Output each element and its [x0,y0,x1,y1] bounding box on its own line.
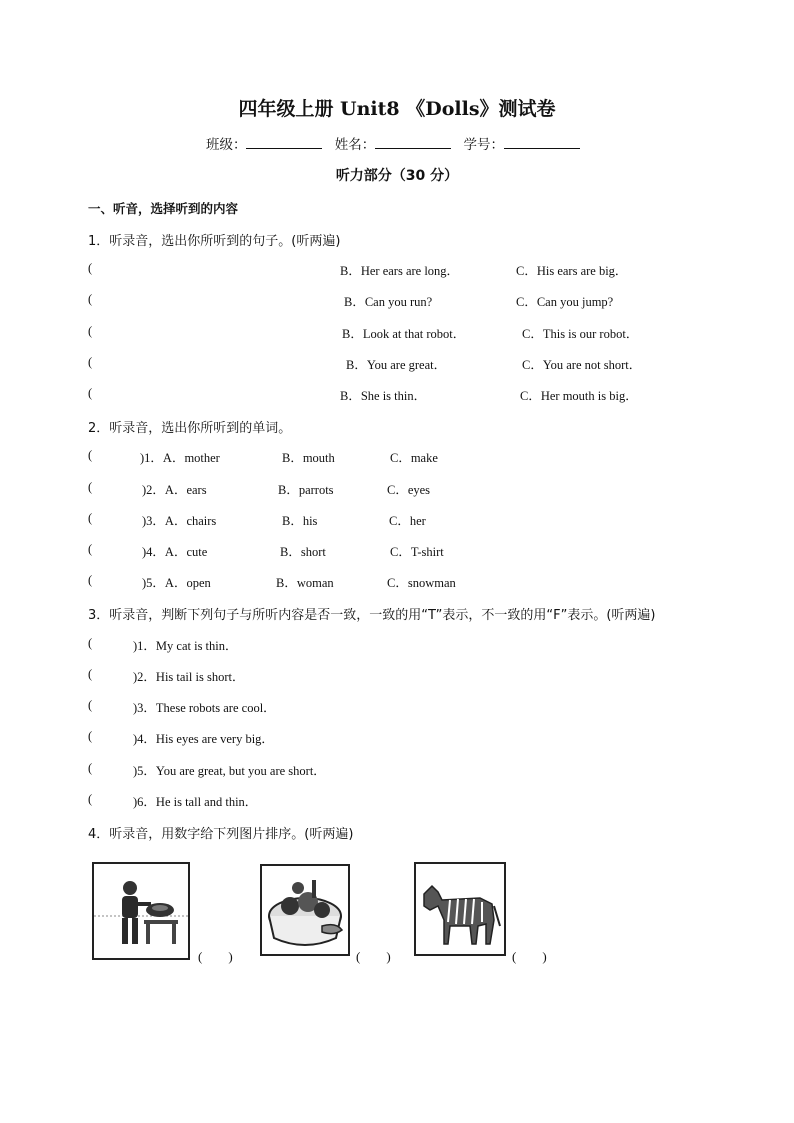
q2-row-5-option-b: B．woman [276,576,334,590]
name-blank [375,136,451,149]
q1-row-5-open-paren: ( [88,386,93,400]
q2-row-2-option-b: B．parrots [278,483,334,497]
class-blank [246,136,322,149]
student-info-line [0,133,794,153]
section-heading: 一、听音，选择听到的内容 [88,201,239,216]
q1-row-4-option-b: B．You are great． [346,358,447,372]
q2-row-2-option-c: C．eyes [387,483,431,497]
q1-row-5-option-b: B．She is thin． [340,389,427,403]
q1-row-5-option-c: C．Her mouth is big． [520,389,638,403]
q2-row-4-option-a: )4．A．cute [142,545,208,559]
q1-row-2-option-c: C．Can you jump? [516,295,614,309]
name-label: 姓名： [334,137,376,153]
q2-row-2-option-a: )2．A．ears [142,483,207,497]
q3-row-6-open-paren: ( [88,792,93,806]
q3-row-2-text: )2．His tail is short． [133,670,245,684]
zebra-picture-icon [414,862,506,956]
q3-row-4-open-paren: ( [88,729,93,743]
q2-row-3-open-paren: ( [88,511,93,525]
class-label: 班级： [205,137,247,153]
q1-row-1-open-paren: ( [88,261,93,275]
q1-row-4-option-c: C．You are not short． [522,358,642,372]
toy-basket-picture-icon [260,864,350,956]
q2-row-4-option-b: B．short [280,545,326,559]
q3-row-4-text: )4．His eyes are very big． [133,732,274,746]
q2-row-4-option-c: C．T-shirt [390,545,444,559]
q1-row-1-option-b: B．Her ears are long． [340,264,460,278]
q1-row-2-open-paren: ( [88,292,93,306]
q2-row-1-open-paren: ( [88,448,93,462]
q2-row-1-option-b: B．mouth [282,451,335,465]
q2-row-4-open-paren: ( [88,542,93,556]
q2-row-1-option-a: )1．A．mother [140,451,220,465]
q2-row-3-option-c: C．her [389,514,426,528]
q3-row-6-text: )6．He is tall and thin． [133,795,258,809]
picture-1-answer-paren: ( ) [198,949,233,964]
id-blank [504,136,580,149]
section-subtitle: 听力部分（30 分） [335,168,459,184]
q1-row-3-option-c: C．This is our robot． [522,327,639,341]
q3-row-2-open-paren: ( [88,667,93,681]
q1-row-3-option-b: B．Look at that robot． [342,327,466,341]
question-2-title: 2．听录音，选出你所听到的单词。 [88,421,292,436]
q2-row-5-option-c: C．snowman [387,576,456,590]
q2-row-3-option-a: )3．A．chairs [142,514,217,528]
q3-row-5-open-paren: ( [88,761,93,775]
q3-row-3-open-paren: ( [88,698,93,712]
id-label: 学号： [463,137,505,153]
q2-row-1-option-c: C．make [390,451,438,465]
question-4-title: 4．听录音，用数字给下列图片排序。(听两遍) [88,827,354,842]
q3-row-1-open-paren: ( [88,636,93,650]
picture-3-answer-paren: ( ) [512,949,547,964]
q1-row-3-open-paren: ( [88,324,93,338]
robot-picture-icon [92,862,190,960]
q1-row-1-option-c: C．His ears are big． [516,264,628,278]
page-title: 四年级上册 Unit8 《Dolls》测试卷 [238,98,556,120]
q1-row-2-option-b: B．Can you run? [344,295,433,309]
q2-row-3-option-b: B．his [282,514,318,528]
question-1-title: 1．听录音，选出你所听到的句子。(听两遍) [88,234,341,249]
q3-row-1-text: )1．My cat is thin． [133,639,238,653]
q3-row-5-text: )5．You are great, but you are short． [133,764,326,778]
picture-2-answer-paren: ( ) [356,949,391,964]
q2-row-5-option-a: )5．A．open [142,576,211,590]
question-3-title: 3．听录音，判断下列句子与所听内容是否一致，一致的用“T”表示，不一致的用“F”表示。(听两遍) [88,608,656,623]
q2-row-5-open-paren: ( [88,573,93,587]
q2-row-2-open-paren: ( [88,480,93,494]
q1-row-4-open-paren: ( [88,355,93,369]
q3-row-3-text: )3．These robots are cool． [133,701,276,715]
